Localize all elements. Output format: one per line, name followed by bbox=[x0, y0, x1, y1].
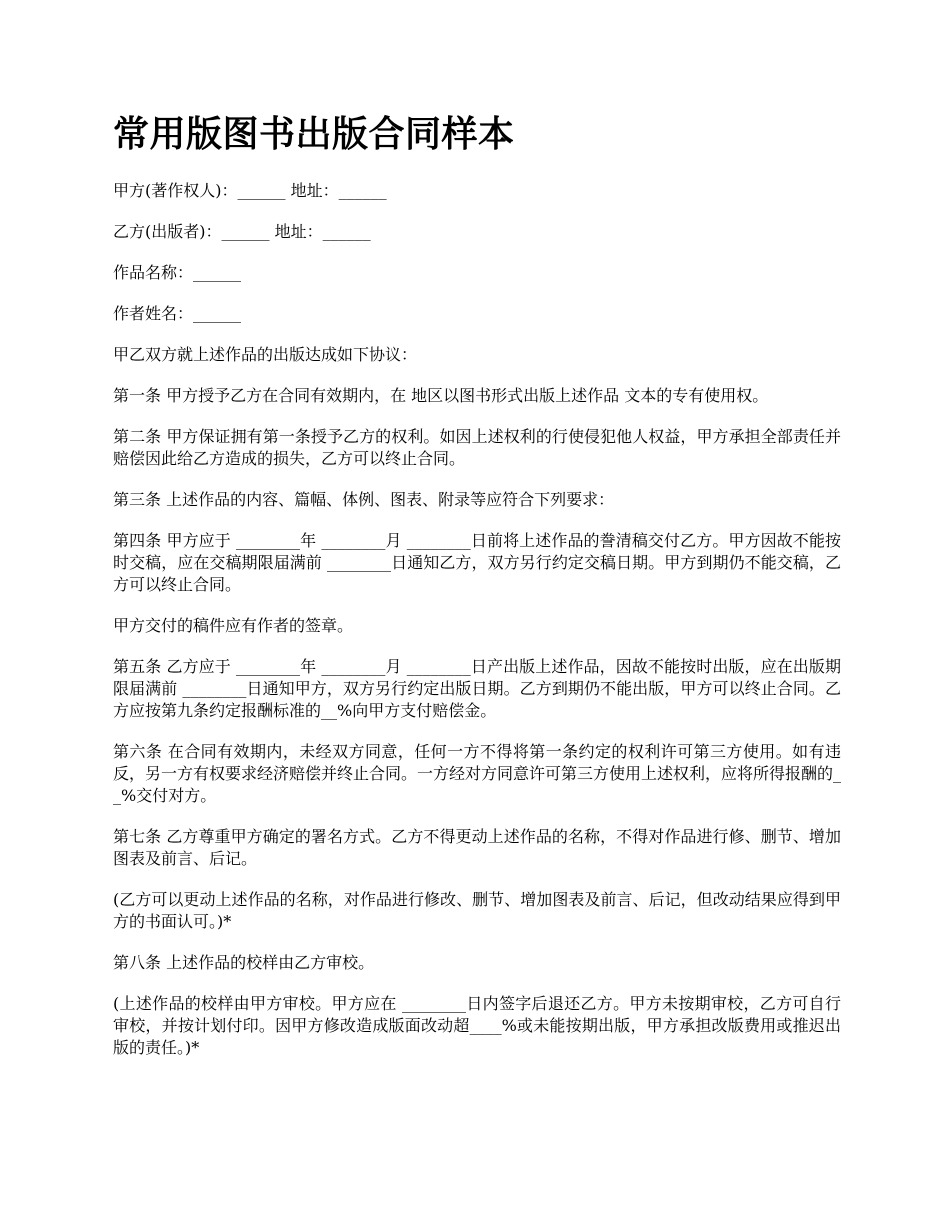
article-2: 第二条 甲方保证拥有第一条授予乙方的权利。如因上述权利的行使侵犯他人权益，甲方承担全部责任并赔偿因此给乙方造成的损失，乙方可以终止合同。 bbox=[113, 427, 841, 468]
article-7-alternative: (乙方可以更动上述作品的名称，对作品进行修改、删节、增加图表及前言、后记，但改动结果应得到甲方的书面认可。)* bbox=[113, 890, 841, 931]
article-7: 第七条 乙方尊重甲方确定的署名方式。乙方不得更动上述作品的名称，不得对作品进行修、删节、增加图表及前言、后记。 bbox=[113, 827, 841, 868]
document-page bbox=[113, 112, 841, 1078]
party-a-line: 甲方(著作权人)：______ 地址：______ bbox=[113, 181, 387, 200]
article-5: 第五条 乙方应于 ________年 ________月 ________日产出版上述作品，因故不能按时出版，应在出版期限届满前 ________日通知甲方，双方另行约定出版日期。乙方到期仍不能出版，甲方可以终止合同。乙方应按第九条约定报酬标准的__%向甲方支付赔偿金。 bbox=[113, 657, 841, 720]
article-4-note: 甲方交付的稿件应有作者的签章。 bbox=[113, 616, 354, 635]
party-b-line: 乙方(出版者)：______ 地址：______ bbox=[113, 222, 371, 241]
article-4: 第四条 甲方应于 ________年 ________月 ________日前将上述作品的誊清稿交付乙方。甲方因故不能按时交稿，应在交稿期限届满前 ________日通知乙方，双方另行约定交稿日期。甲方到期仍不能交稿，乙方可以终止合同。 bbox=[113, 531, 841, 594]
article-8-alternative: (上述作品的校样由甲方审校。甲方应在 ________日内签字后退还乙方。甲方未按期审校，乙方可自行审校，并按计划付印。因甲方修改造成版面改动超____%或未能按期出版，甲方承担改版费用或推迟出版的责任。)* bbox=[113, 994, 841, 1057]
article-3: 第三条 上述作品的内容、篇幅、体例、图表、附录等应符合下列要求： bbox=[113, 490, 615, 509]
article-6: 第六条 在合同有效期内，未经双方同意，任何一方不得将第一条约定的权利许可第三方使用。如有违反，另一方有权要求经济赔偿并终止合同。一方经对方同意许可第三方使用上述权利，应将所得报酬的__%交付对方。 bbox=[113, 742, 842, 805]
document-title: 常用版图书出版合同样本 bbox=[113, 114, 515, 155]
work-title-line: 作品名称：______ bbox=[113, 263, 242, 282]
article-8: 第八条 上述作品的校样由乙方审校。 bbox=[113, 953, 375, 972]
agreement-intro: 甲乙双方就上述作品的出版达成如下协议： bbox=[113, 345, 418, 364]
author-name-line: 作者姓名：______ bbox=[113, 304, 242, 323]
article-1: 第一条 甲方授予乙方在合同有效期内，在 地区以图书形式出版上述作品 文本的专有使用权。 bbox=[113, 386, 769, 405]
